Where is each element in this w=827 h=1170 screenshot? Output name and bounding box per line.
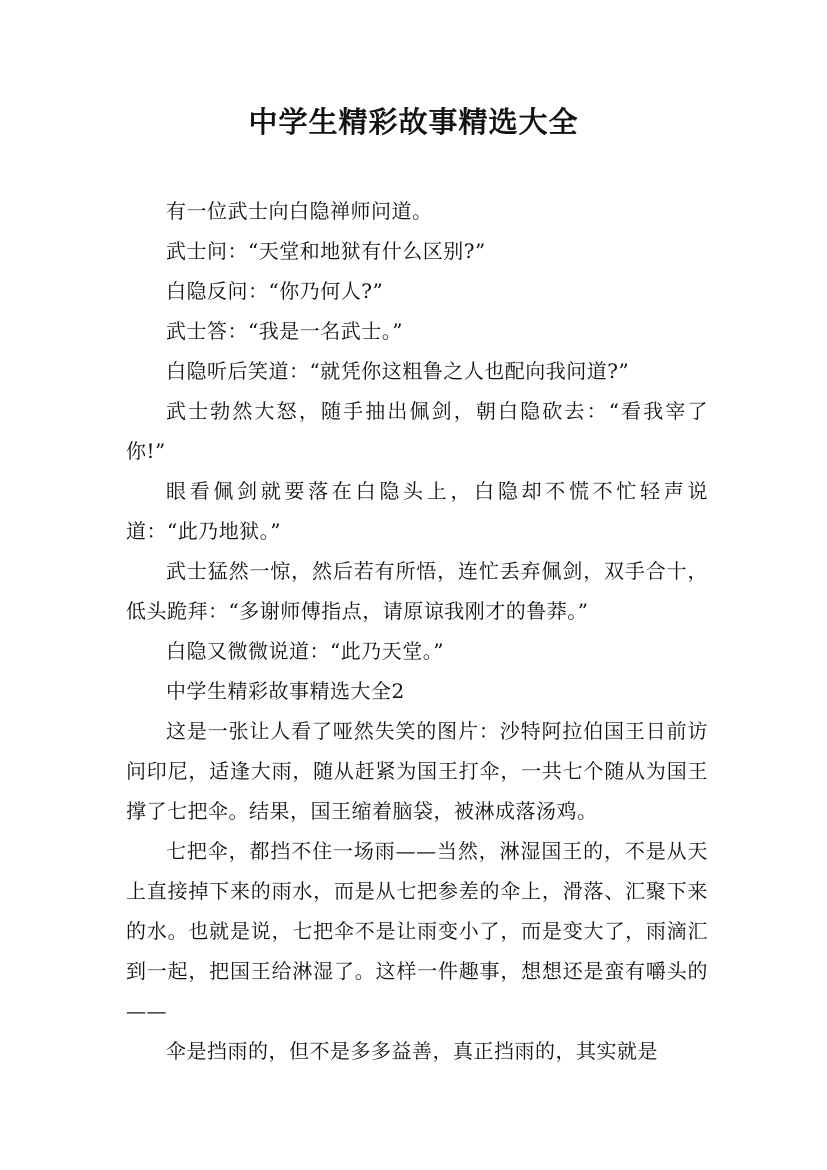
paragraph: 武士勃然大怒，随手抽出佩剑，朝白隐砍去：“看我宰了你!” [126,399,708,463]
document-title: 中学生精彩故事精选大全 [248,105,579,139]
paragraph: 白隐又微微说道：“此乃天堂。” [166,639,444,663]
paragraph: 伞是挡雨的，但不是多多益善，真正挡雨的，其实就是 [166,1039,658,1063]
paragraph: 这是一张让人看了哑然失笑的图片：沙特阿拉伯国王日前访问印尼，适逢大雨，随从赶紧为国王打伞，一共七个随从为国王撑了七把伞。结果，国王缩着脑袋，被淋成落汤鸡。 [126,719,708,823]
paragraph: 白隐听后笑道：“就凭你这粗鲁之人也配向我问道?” [166,359,630,383]
paragraph: 武士猛然一惊，然后若有所悟，连忙丢弃佩剑，双手合十，低头跪拜：“多谢师傅指点，请原谅我刚才的鲁莽。” [126,559,708,623]
paragraph: 有一位武士向白隐禅师问道。 [166,199,433,223]
paragraph: 七把伞，都挡不住一场雨——当然，淋湿国王的，不是从天上直接掉下来的雨水，而是从七把参差的伞上，滑落、汇聚下来的水。也就是说，七把伞不是让雨变小了，而是变大了，雨滴汇到一起，把国王给淋湿了。这样一件趣事，想想还是蛮有嚼头的—— [126,839,708,1023]
paragraph: 武士问：“天堂和地狱有什么区别?” [166,239,486,263]
paragraph: 眼看佩剑就要落在白隐头上，白隐却不慌不忙轻声说道：“此乃地狱。” [126,479,708,543]
paragraph: 武士答：“我是一名武士。” [166,319,403,343]
paragraph: 白隐反问：“你乃何人?” [166,279,384,303]
section-heading: 中学生精彩故事精选大全2 [166,679,405,703]
document-body [126,191,708,1071]
